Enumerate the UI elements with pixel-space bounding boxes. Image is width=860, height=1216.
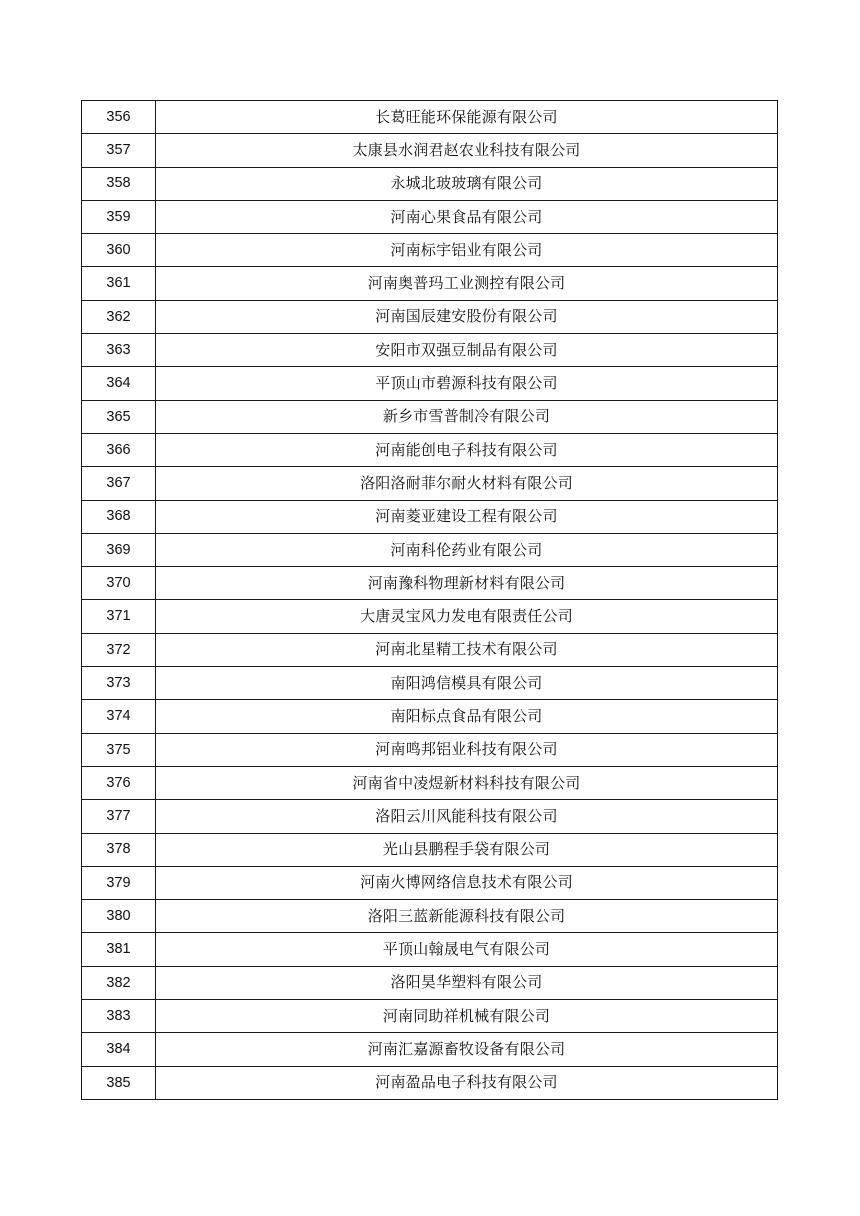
company-name-cell: 太康县水润君赵农业科技有限公司 — [156, 134, 778, 167]
company-name-cell: 长葛旺能环保能源有限公司 — [156, 101, 778, 134]
row-number-cell: 358 — [82, 167, 156, 200]
row-number-cell: 373 — [82, 667, 156, 700]
table-row — [82, 567, 778, 600]
table-row — [82, 467, 778, 500]
company-name-cell: 光山县鹏程手袋有限公司 — [156, 833, 778, 866]
table-row — [82, 733, 778, 766]
row-number-cell: 384 — [82, 1033, 156, 1066]
row-number-cell: 379 — [82, 866, 156, 899]
company-name-cell: 河南同助祥机械有限公司 — [156, 1000, 778, 1033]
table-row — [82, 500, 778, 533]
table-row — [82, 134, 778, 167]
company-name-cell: 河南菱亚建设工程有限公司 — [156, 500, 778, 533]
company-name-cell: 河南能创电子科技有限公司 — [156, 433, 778, 466]
row-number-cell: 369 — [82, 533, 156, 566]
company-name-cell: 河南北星精工技术有限公司 — [156, 633, 778, 666]
row-number-cell: 362 — [82, 300, 156, 333]
company-name-cell: 南阳鸿信模具有限公司 — [156, 667, 778, 700]
row-number-cell: 364 — [82, 367, 156, 400]
table-row — [82, 600, 778, 633]
row-number-cell: 363 — [82, 334, 156, 367]
row-number-cell: 377 — [82, 800, 156, 833]
row-number-cell: 359 — [82, 200, 156, 233]
row-number-cell: 360 — [82, 234, 156, 267]
company-name-cell: 河南科伦药业有限公司 — [156, 533, 778, 566]
company-name-cell: 河南奥普玛工业测控有限公司 — [156, 267, 778, 300]
company-name-cell: 洛阳三蓝新能源科技有限公司 — [156, 900, 778, 933]
company-name-cell: 河南火博网络信息技术有限公司 — [156, 866, 778, 899]
table-row — [82, 933, 778, 966]
row-number-cell: 370 — [82, 567, 156, 600]
table-row — [82, 667, 778, 700]
table-row — [82, 367, 778, 400]
company-list-body — [82, 101, 778, 1100]
company-list-table — [81, 100, 778, 1100]
row-number-cell: 372 — [82, 633, 156, 666]
table-row — [82, 433, 778, 466]
table-row — [82, 700, 778, 733]
company-name-cell: 河南鸣邦铝业科技有限公司 — [156, 733, 778, 766]
row-number-cell: 365 — [82, 400, 156, 433]
table-row — [82, 900, 778, 933]
table-row — [82, 1066, 778, 1099]
row-number-cell: 382 — [82, 966, 156, 999]
table-row — [82, 200, 778, 233]
row-number-cell: 381 — [82, 933, 156, 966]
table-row — [82, 966, 778, 999]
row-number-cell: 366 — [82, 433, 156, 466]
row-number-cell: 361 — [82, 267, 156, 300]
row-number-cell: 374 — [82, 700, 156, 733]
company-name-cell: 洛阳云川风能科技有限公司 — [156, 800, 778, 833]
table-row — [82, 167, 778, 200]
company-name-cell: 安阳市双强豆制品有限公司 — [156, 334, 778, 367]
company-name-cell: 河南心果食品有限公司 — [156, 200, 778, 233]
company-name-cell: 河南省中凌煜新材料科技有限公司 — [156, 766, 778, 799]
table-row — [82, 400, 778, 433]
company-name-cell: 河南盈品电子科技有限公司 — [156, 1066, 778, 1099]
table-row — [82, 633, 778, 666]
row-number-cell: 371 — [82, 600, 156, 633]
company-name-cell: 永城北玻玻璃有限公司 — [156, 167, 778, 200]
table-row — [82, 1000, 778, 1033]
row-number-cell: 356 — [82, 101, 156, 134]
table-row — [82, 866, 778, 899]
company-name-cell: 河南国辰建安股份有限公司 — [156, 300, 778, 333]
row-number-cell: 368 — [82, 500, 156, 533]
table-row — [82, 533, 778, 566]
company-name-cell: 平顶山市碧源科技有限公司 — [156, 367, 778, 400]
table-row — [82, 101, 778, 134]
row-number-cell: 376 — [82, 766, 156, 799]
table-row — [82, 334, 778, 367]
company-name-cell: 新乡市雪普制冷有限公司 — [156, 400, 778, 433]
company-name-cell: 河南标宇铝业有限公司 — [156, 234, 778, 267]
company-name-cell: 洛阳昊华塑料有限公司 — [156, 966, 778, 999]
row-number-cell: 367 — [82, 467, 156, 500]
row-number-cell: 385 — [82, 1066, 156, 1099]
table-row — [82, 766, 778, 799]
table-row — [82, 800, 778, 833]
company-name-cell: 河南汇嘉源畜牧设备有限公司 — [156, 1033, 778, 1066]
company-name-cell: 南阳标点食品有限公司 — [156, 700, 778, 733]
row-number-cell: 357 — [82, 134, 156, 167]
table-row — [82, 234, 778, 267]
table-row — [82, 267, 778, 300]
row-number-cell: 375 — [82, 733, 156, 766]
company-name-cell: 洛阳洛耐菲尔耐火材料有限公司 — [156, 467, 778, 500]
table-row — [82, 1033, 778, 1066]
row-number-cell: 380 — [82, 900, 156, 933]
row-number-cell: 378 — [82, 833, 156, 866]
row-number-cell: 383 — [82, 1000, 156, 1033]
company-name-cell: 河南豫科物理新材料有限公司 — [156, 567, 778, 600]
table-row — [82, 833, 778, 866]
table-row — [82, 300, 778, 333]
company-name-cell: 平顶山翰晟电气有限公司 — [156, 933, 778, 966]
company-name-cell: 大唐灵宝风力发电有限责任公司 — [156, 600, 778, 633]
